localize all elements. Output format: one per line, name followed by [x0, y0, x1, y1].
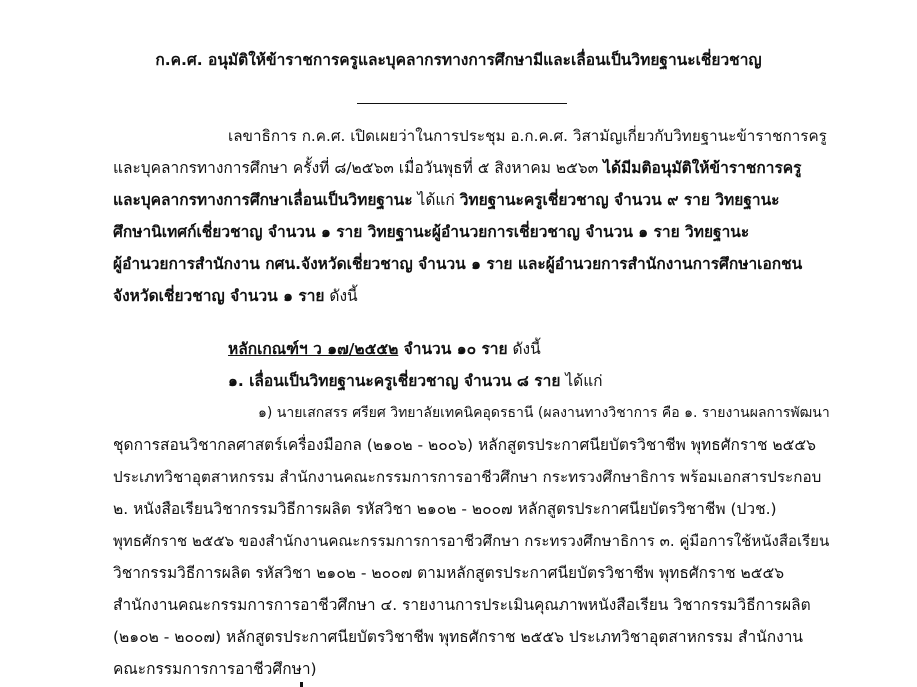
criteria-heading-text: ดังนี้ [507, 340, 541, 358]
entry-line-8: (๒๑๐๒ - ๒๐๐๗) หลักสูตรประกาศนียบัตรวิชาชีพ พุทธศักราช ๒๕๕๖ ประเภทวิชาอุตสาหกรรม สำนักงาน [113, 628, 803, 646]
page-title: ก.ค.ศ. อนุมัติให้ข้าราชการครูและบุคลากรทางการศึกษามีและเลื่อนเป็นวิทยฐานะเชี่ยวชาญ [155, 51, 762, 69]
entry-line-9: คณะกรรมการการอาชีวศึกษา) [113, 660, 317, 678]
intro-line-3 [113, 190, 780, 210]
criteria-item-1 [228, 371, 603, 391]
intro-line-6-bold: จังหวัดเชี่ยวชาญ จำนวน ๑ ราย [113, 287, 325, 305]
criteria-item-1-text: ได้แก่ [560, 372, 603, 390]
intro-line-4: ศึกษานิเทศก์เชี่ยวชาญ จำนวน ๑ ราย วิทยฐานะผู้อำนวยการเชี่ยวชาญ จำนวน ๑ ราย วิทยฐานะ [113, 223, 750, 241]
intro-line-2-text: และบุคลากรทางการศึกษา ครั้งที่ ๘/๒๕๖๓ เมื่อวันพุธที่ ๕ สิงหาคม ๒๕๖๓ [113, 159, 604, 177]
criteria-heading-bold: จำนวน ๑๐ ราย [398, 340, 508, 358]
entry-line-3: ประเภทวิชาอุตสาหกรรม สำนักงานคณะกรรมการการอาชีวศึกษา กระทรวงศึกษาธิการ พร้อมเอกสารประกอบ [113, 468, 822, 486]
criteria-heading-underlined: หลักเกณฑ์ฯ ว ๑๗/๒๕๕๒ [228, 340, 399, 358]
intro-line-2 [113, 158, 801, 178]
intro-line-3-bold-b: วิทยฐานะครูเชี่ยวชาญ จำนวน ๙ ราย วิทยฐานะ [459, 191, 780, 209]
entry-line-6: วิชากรรมวิธีการผลิต รหัสวิชา ๒๑๐๒ - ๒๐๐๗ ตามหลักสูตรประกาศนียบัตรวิชาชีพ พุทธศักราช ๒๕๕๖ [113, 564, 785, 582]
intro-line-3-bold-a: และบุคลากรทางการศึกษาเลื่อนเป็นวิทยฐานะ [113, 191, 413, 209]
entry-line-2: ชุดการสอนวิชากลศาสตร์เครื่องมือกล (๒๑๐๒ - ๒๐๐๖) หลักสูตรประกาศนียบัตรวิชาชีพ พุทธศักราช ๒๕๕๖ [113, 436, 816, 454]
cut-off-glyph [300, 682, 303, 687]
intro-line-5: ผู้อำนวยการสำนักงาน กศน.จังหวัดเชี่ยวชาญ จำนวน ๑ ราย และผู้อำนวยการสำนักงานการศึกษาเอกชน [113, 255, 803, 273]
criteria-heading [228, 339, 541, 359]
entry-line-4: ๒. หนังสือเรียนวิชากรรมวิธีการผลิต รหัสวิชา ๒๑๐๒ - ๒๐๐๗ หลักสูตรประกาศนียบัตรวิชาชีพ (ปวช.) [113, 500, 777, 518]
title-underline-divider [357, 103, 567, 104]
entry-line-5: พุทธศักราช ๒๕๕๖ ของสำนักงานคณะกรรมการการอาชีวศึกษา กระทรวงศึกษาธิการ ๓. คู่มือการใช้หนังสือเรียน [113, 532, 830, 550]
criteria-item-1-bold: ๑. เลื่อนเป็นวิทยฐานะครูเชี่ยวชาญ จำนวน ๘ ราย [228, 372, 561, 390]
intro-line-6-text: ดังนี้ [324, 287, 358, 305]
intro-line-2-bold: ได้มีมติอนุมัติให้ข้าราชการครู [603, 159, 802, 177]
intro-line-6 [113, 286, 358, 306]
intro-line-3-text: ได้แก่ [412, 191, 460, 209]
entry-line-1: ๑) นายเสกสรร ศรียศ วิทยาลัยเทคนิคอุดรธานี (ผลงานทางวิชาการ คือ ๑. รายงานผลการพัฒนา [258, 405, 830, 421]
intro-line-1: เลขาธิการ ก.ค.ศ. เปิดเผยว่าในการประชุม อ.ก.ค.ศ. วิสามัญเกี่ยวกับวิทยฐานะข้าราชการครู [228, 127, 827, 145]
entry-line-7: สำนักงานคณะกรรมการการอาชีวศึกษา ๔. รายงานการประเมินคุณภาพหนังสือเรียน วิชากรรมวิธีการผลิต [113, 596, 811, 614]
